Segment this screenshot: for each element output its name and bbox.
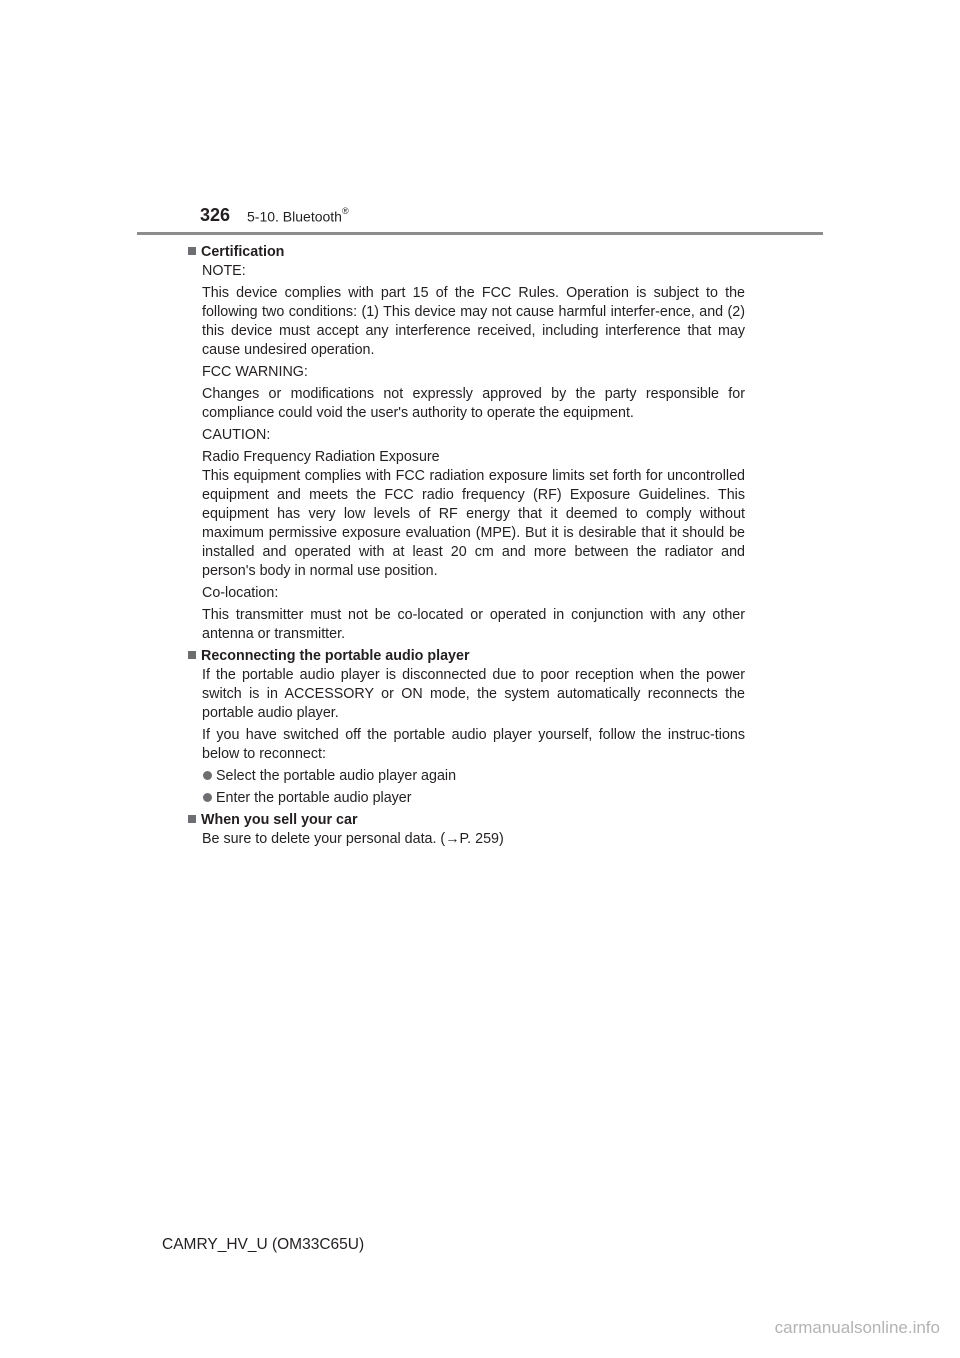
sell-text: Be sure to delete your personal data. (→P. 259)	[202, 831, 504, 847]
list-item	[187, 789, 745, 808]
section-title-text: 5-10. Bluetooth	[247, 208, 342, 225]
sell-heading	[187, 811, 745, 830]
sell-heading-text: When you sell your car	[201, 812, 358, 828]
rf-exposure-title: Radio Frequency Radiation Exposure	[202, 449, 440, 465]
reconnecting-text-1: If the portable audio player is disconnected due to poor reception when the power switch is in ACCESSORY or ON mode, the system automatically reconnects the portable audio player.	[202, 667, 745, 721]
fcc-warning-label: FCC WARNING:	[202, 364, 308, 380]
note-text: This device complies with part 15 of the FCC Rules. Operation is subject to the following two conditions: (1) This device may not cause harmful interfer-ence, and (2) this device must accept any interference received, including interference that may cause undesired operation.	[202, 285, 745, 358]
page-content	[187, 243, 745, 852]
list-item-text: Select the portable audio player again	[216, 768, 457, 784]
reconnecting-heading	[187, 647, 745, 666]
rf-exposure-text: This equipment complies with FCC radiation exposure limits set forth for uncontrolled equipment and meets the FCC radio frequency (RF) Exposure Guidelines. This equipment has very low levels of RF energy that it deemed to comply without maximum permissive exposure evaluation (MPE). But it is desirable that it should be installed and operated with at least 20 cm and more between the radiator and person's body in normal use position.	[202, 468, 745, 579]
header-rule	[137, 232, 823, 235]
list-item-text: Enter the portable audio player	[216, 790, 412, 806]
fcc-warning-text: Changes or modifications not expressly approved by the party responsible for compliance could void the user's authority to operate the equipment.	[202, 386, 745, 421]
caution-label: CAUTION:	[202, 427, 271, 443]
square-bullet-icon	[188, 651, 196, 659]
watermark: carmanualsonline.info	[774, 1318, 940, 1337]
certification-heading-text: Certification	[201, 244, 285, 260]
registered-mark: ®	[341, 206, 349, 216]
colocation-label: Co-location:	[202, 585, 279, 601]
reconnecting-heading-text: Reconnecting the portable audio player	[201, 648, 470, 664]
square-bullet-icon	[188, 815, 196, 823]
page-number: 326	[200, 205, 231, 225]
colocation-text: This transmitter must not be co-located or operated in conjunction with any other antenna or transmitter.	[202, 607, 745, 642]
square-bullet-icon	[188, 247, 196, 255]
reconnecting-text-2: If you have switched off the portable audio player yourself, follow the instruc-tions below to reconnect:	[202, 727, 745, 762]
circle-bullet-icon	[203, 771, 212, 780]
certification-heading	[187, 243, 745, 262]
list-item	[187, 767, 745, 786]
note-label: NOTE:	[202, 263, 246, 279]
circle-bullet-icon	[203, 793, 212, 802]
section-title	[247, 208, 349, 225]
footer-model-code: CAMRY_HV_U (OM33C65U)	[162, 1236, 365, 1253]
